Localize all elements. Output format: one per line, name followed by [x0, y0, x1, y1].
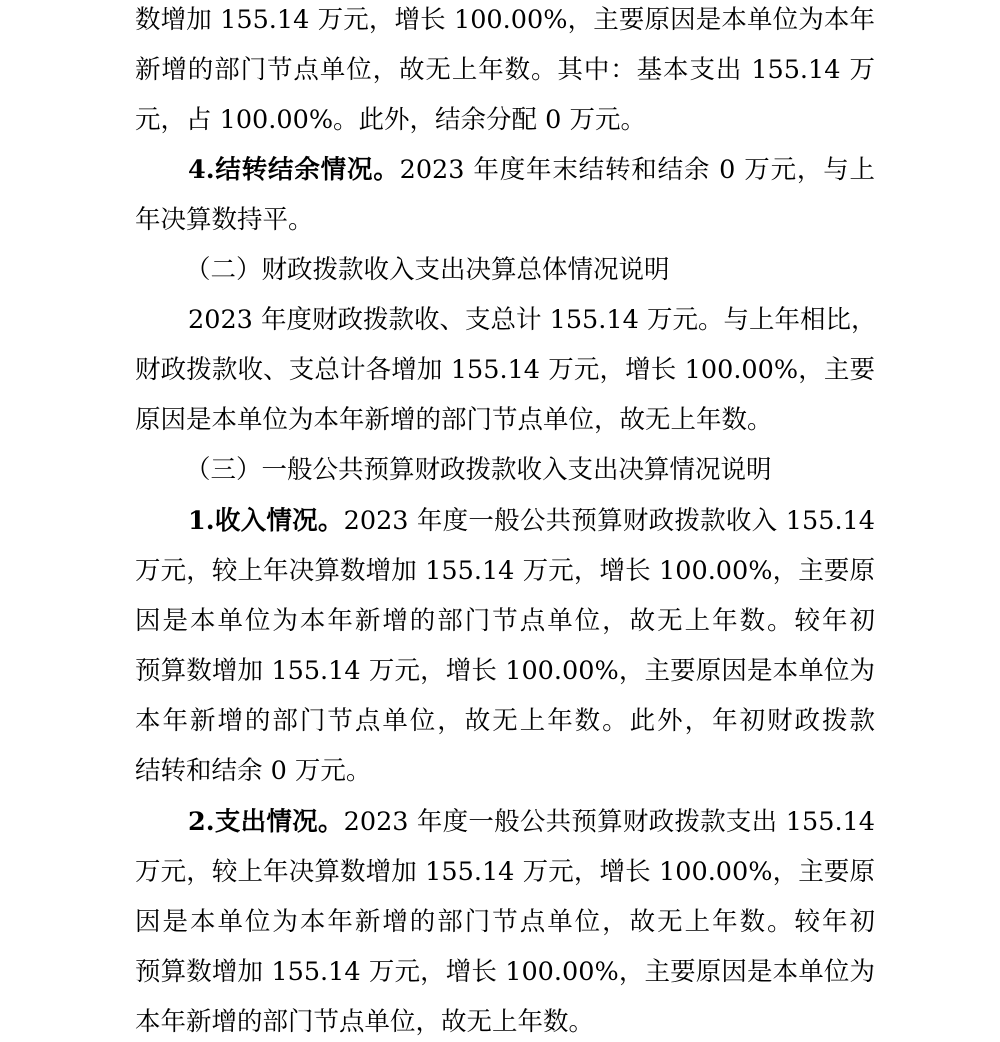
paragraph-text: 2023 年度年末结转和结余 0 万元，与上 — [399, 155, 876, 185]
paragraph-text: 2023 年度一般公共预算财政拨款支出 155.14 — [343, 807, 875, 837]
paragraph-line — [188, 802, 875, 842]
paragraph-line: 预算数增加 155.14 万元，增长 100.00%，主要原因是本单位为 — [135, 656, 875, 686]
paragraph-line: 数增加 155.14 万元，增长 100.00%，主要原因是本单位为本年 — [135, 5, 875, 35]
paragraph-line: 因是本单位为本年新增的部门节点单位，故无上年数。较年初 — [135, 606, 875, 636]
paragraph-line: 本年新增的部门节点单位，故无上年数。此外，年初财政拨款 — [135, 706, 875, 736]
section-heading: （三）一般公共预算财政拨款收入支出决算情况说明 — [185, 455, 772, 485]
paragraph-line: 万元，较上年决算数增加 155.14 万元，增长 100.00%，主要原 — [135, 857, 875, 887]
paragraph-line: 结转和结余 0 万元。 — [135, 756, 372, 786]
paragraph-line: 预算数增加 155.14 万元，增长 100.00%，主要原因是本单位为 — [135, 957, 875, 987]
paragraph-line: 万元，较上年决算数增加 155.14 万元，增长 100.00%，主要原 — [135, 556, 875, 586]
paragraph-line: 原因是本单位为本年新增的部门节点单位，故无上年数。 — [135, 405, 773, 435]
paragraph-line: 元，占 100.00%。此外，结余分配 0 万元。 — [135, 105, 646, 135]
paragraph-line — [188, 150, 875, 190]
section-label: 4.结转结余情况。 — [188, 155, 400, 185]
paragraph-line — [188, 501, 875, 541]
paragraph-line: 财政拨款收、支总计各增加 155.14 万元，增长 100.00%，主要 — [135, 355, 875, 385]
paragraph-line: 本年新增的部门节点单位，故无上年数。 — [135, 1007, 595, 1037]
section-heading: （二）财政拨款收入支出决算总体情况说明 — [185, 255, 670, 285]
paragraph-line: 年决算数持平。 — [135, 205, 314, 235]
paragraph-line: 新增的部门节点单位，故无上年数。其中：基本支出 155.14 万 — [135, 55, 875, 85]
paragraph-text: 2023 年度一般公共预算财政拨款收入 155.14 — [343, 506, 875, 536]
paragraph-line: 2023 年度财政拨款收、支总计 155.14 万元。与上年相比， — [188, 305, 877, 335]
section-label: 1.收入情况。 — [188, 506, 344, 536]
paragraph-line: 因是本单位为本年新增的部门节点单位，故无上年数。较年初 — [135, 907, 875, 937]
section-label: 2.支出情况。 — [188, 807, 344, 837]
